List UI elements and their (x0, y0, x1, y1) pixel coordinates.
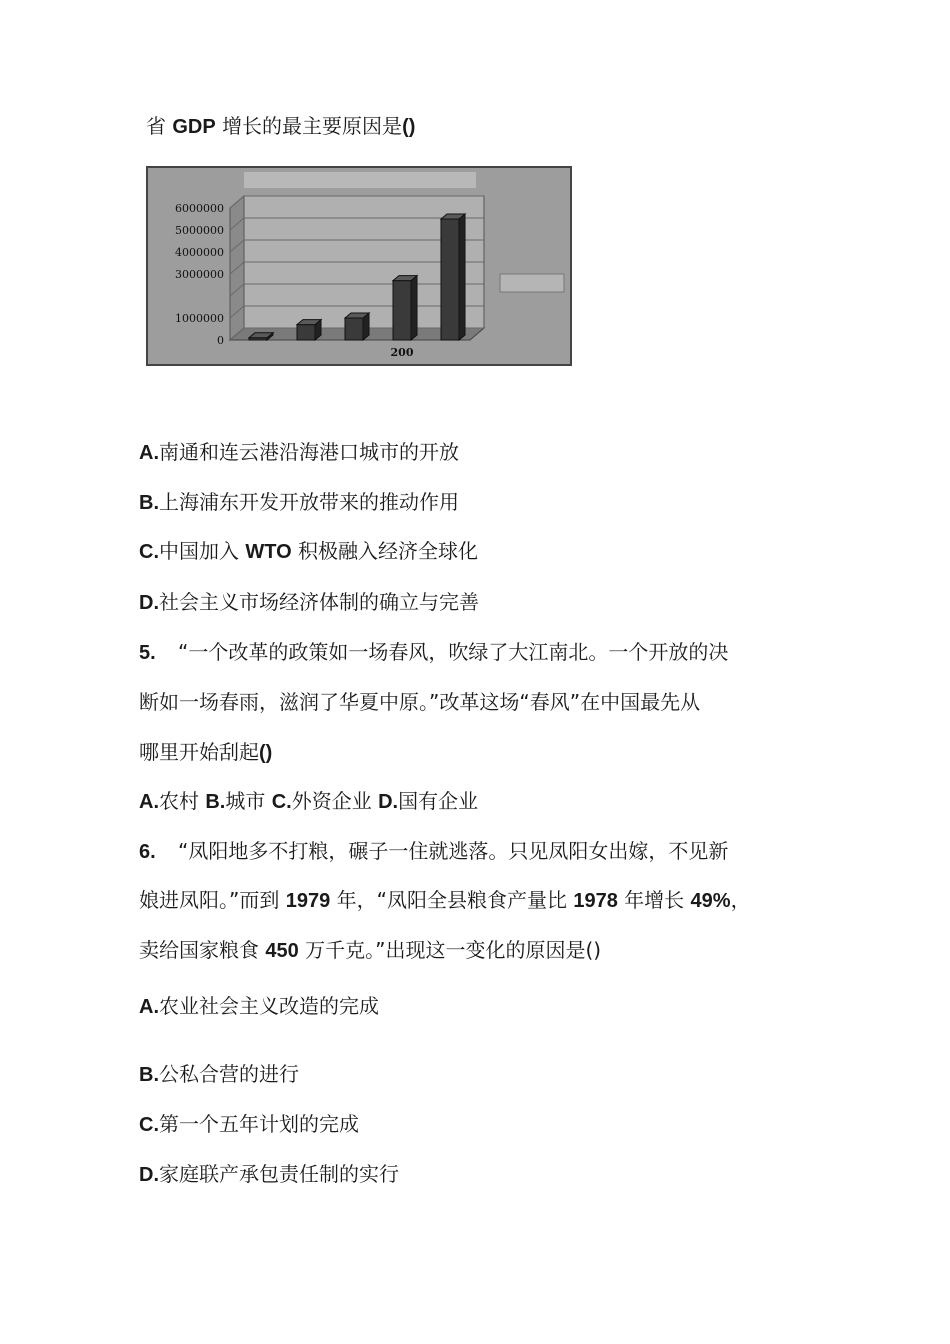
bar (441, 219, 459, 340)
option-letter: D. (139, 592, 159, 614)
q5-text: “一个改革的政策如一场春风，吹绿了大江南北。一个开放的决 (178, 640, 729, 664)
option-a (139, 438, 459, 467)
q6-amount: 450 (265, 940, 299, 962)
option-text: 公私合营的进行 (159, 1062, 299, 1086)
q6-option-a (139, 992, 379, 1021)
option-text: 国有企业 (398, 789, 479, 813)
option-b (139, 488, 459, 517)
y-tick-label: 3000000 (175, 268, 224, 281)
q5-line-1 (139, 638, 728, 667)
q5-options (139, 787, 478, 816)
q6-option-c (139, 1110, 359, 1139)
bar-side (459, 214, 465, 340)
option-c (139, 537, 478, 566)
q6-option-d (139, 1160, 399, 1189)
chart-svg (148, 168, 570, 364)
option-text: 家庭联产承包责任制的实行 (159, 1162, 399, 1186)
option-letter: D. (378, 791, 399, 813)
q6-text: “凤阳地多不打粮，碾子一住就逃落。只见凤阳女出嫁，不见新 (178, 839, 729, 863)
option-letter: C. (139, 541, 159, 563)
q5-paren: () (259, 742, 273, 764)
question-stem (146, 112, 415, 141)
q5-line-3 (139, 738, 272, 767)
legend-box (500, 274, 564, 292)
chart-title-band (244, 172, 476, 188)
option-text: 农村 (159, 789, 199, 813)
option-text: 农业社会主义改造的完成 (159, 994, 379, 1018)
q6-percent: 49% (690, 890, 731, 912)
q6-option-b (139, 1060, 299, 1089)
q6-text: 年，“凤阳全县粮食产量比 (336, 888, 567, 912)
q6-year: 1978 (573, 890, 618, 912)
q5-number: 5. (139, 642, 156, 664)
q6-line-1 (139, 837, 728, 866)
option-letter: D. (139, 1164, 159, 1186)
option-letter: A. (139, 791, 159, 813)
option-text: 上海浦东开发开放带来的推动作用 (159, 490, 459, 514)
stem-mid: 增长的最主要原因是 (222, 114, 403, 138)
option-d (139, 588, 479, 617)
q6-text: ， (730, 888, 751, 912)
y-tick-label: 4000000 (175, 246, 224, 259)
option-text: 社会主义市场经济体制的确立与完善 (159, 590, 479, 614)
option-wto: WTO (245, 541, 292, 563)
q6-line-3 (139, 936, 601, 965)
q6-year: 1979 (285, 890, 331, 912)
option-letter: B. (139, 492, 159, 514)
x-tick-label: 200 (390, 346, 414, 359)
option-text-post: 积极融入经济全球化 (298, 539, 479, 563)
option-text: 南通和连云港沿海港口城市的开放 (159, 440, 459, 464)
q6-line-2 (139, 886, 751, 915)
option-letter: A. (139, 996, 159, 1018)
option-text: 外资企业 (291, 789, 372, 813)
q5-line-2 (139, 688, 700, 716)
y-tick-label: 6000000 (175, 202, 224, 215)
q5-text: 哪里开始刮起 (139, 740, 259, 764)
q6-text: 万千克。”出现这一变化的原因是() (305, 938, 602, 962)
y-tick-label: 1000000 (175, 312, 224, 325)
q5-text: 断如一场春雨，滋润了华夏中原。”改革这场“春风”在中国最先从 (139, 690, 701, 714)
y-tick-label: 0 (217, 334, 224, 347)
bar (393, 281, 411, 340)
stem-gdp: GDP (172, 116, 216, 138)
option-letter: C. (271, 791, 292, 813)
option-text-pre: 中国加入 (159, 539, 239, 563)
option-letter: B. (205, 791, 226, 813)
q6-number: 6. (139, 841, 156, 863)
q6-text: 卖给国家粮食 (139, 938, 259, 962)
option-text: 第一个五年计划的完成 (159, 1112, 359, 1136)
bar (345, 318, 363, 340)
gdp-bar-chart (146, 166, 572, 366)
option-letter: B. (139, 1064, 159, 1086)
q6-text: 年增长 (624, 888, 685, 912)
q6-text: 娘进凤阳。”而到 (139, 888, 280, 912)
stem-paren: () (402, 116, 416, 138)
bar (297, 325, 315, 340)
option-letter: C. (139, 1114, 159, 1136)
option-text: 城市 (225, 789, 266, 813)
y-tick-label: 5000000 (175, 224, 224, 237)
option-letter: A. (139, 442, 159, 464)
stem-pre: 省 (146, 114, 166, 138)
bar-side (411, 276, 417, 340)
